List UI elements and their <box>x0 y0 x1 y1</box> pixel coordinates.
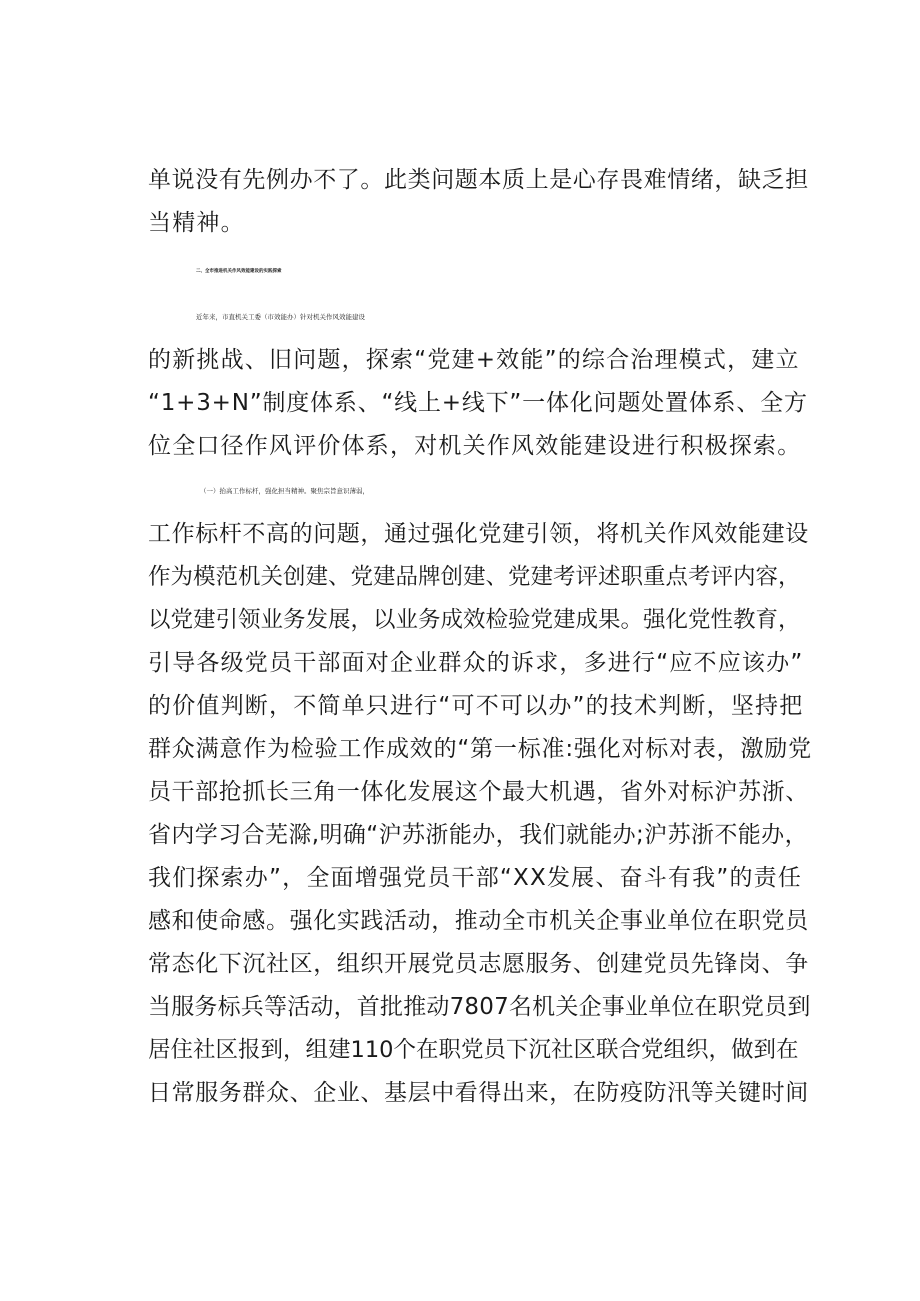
body-line: 群众满意作为检验工作成效的“第一标准:强化对标对表，激励党 <box>148 736 812 762</box>
body-line: 当服务标兵等活动，首批推动7807名机关企事业单位在职党员到 <box>148 994 811 1020</box>
body-line: 的价值判断，不简单只进行“可不可以办”的技术判断，坚持把 <box>148 693 804 719</box>
body-line: 工作标杆不高的问题，通过强化党建引领，将机关作风效能建设 <box>148 521 809 547</box>
body-line: 单说没有先例办不了。此类问题本质上是心存畏难情绪，缺乏担 <box>148 167 809 193</box>
body-line: 位全口径作风评价体系，对机关作风效能建设进行积极探索。 <box>148 433 802 459</box>
body-line: 的新挑战、旧问题，探索“党建+效能”的综合治理模式，建立 <box>148 347 800 373</box>
body-line: “1+3+N”制度体系、“线上+线下”一体化问题处置体系、全方 <box>148 390 808 416</box>
body-line: 员干部抢抓长三角一体化发展这个最大机遇，省外对标沪苏浙、 <box>148 779 809 805</box>
body-line: 作为模范机关创建、党建品牌创建、党建考评述职重点考评内容， <box>148 564 801 590</box>
body-line: 日常服务群众、企业、基层中看得出来，在防疫防汛等关键时间 <box>148 1080 809 1106</box>
body-line: 近年来，市直机关工委（市效能办）针对机关作风效能建设 <box>196 313 365 321</box>
body-line: 当精神。 <box>148 210 245 236</box>
body-line: 以党建引领业务发展，以业务成效检验党建成果。强化党性教育， <box>148 607 801 633</box>
body-line: 常态化下沉社区，组织开展党员志愿服务、创建党员先锋岗、争 <box>148 951 809 977</box>
body-line: 我们探索办”，全面增强党员干部“XX发展、奋斗有我”的责任 <box>148 865 803 891</box>
section-heading: 二、全市推进机关作风效能建设的实践探索 <box>196 269 282 274</box>
body-line: 省内学习合芜滁,明确“沪苏浙能办，我们就能办;沪苏浙不能办， <box>148 822 808 848</box>
body-line: 居住社区报到，组建110个在职党员下沉社区联合党组织，做到在 <box>148 1037 799 1063</box>
body-line: 感和使命感。强化实践活动，推动全市机关企事业单位在职党员 <box>148 908 809 934</box>
body-line: 引导各级党员干部面对企业群众的诉求，多进行“应不应该办” <box>148 650 804 676</box>
subsection-line: （一）抬高工作标杆，强化担当精神。聚焦宗旨意识薄弱， <box>200 487 369 495</box>
